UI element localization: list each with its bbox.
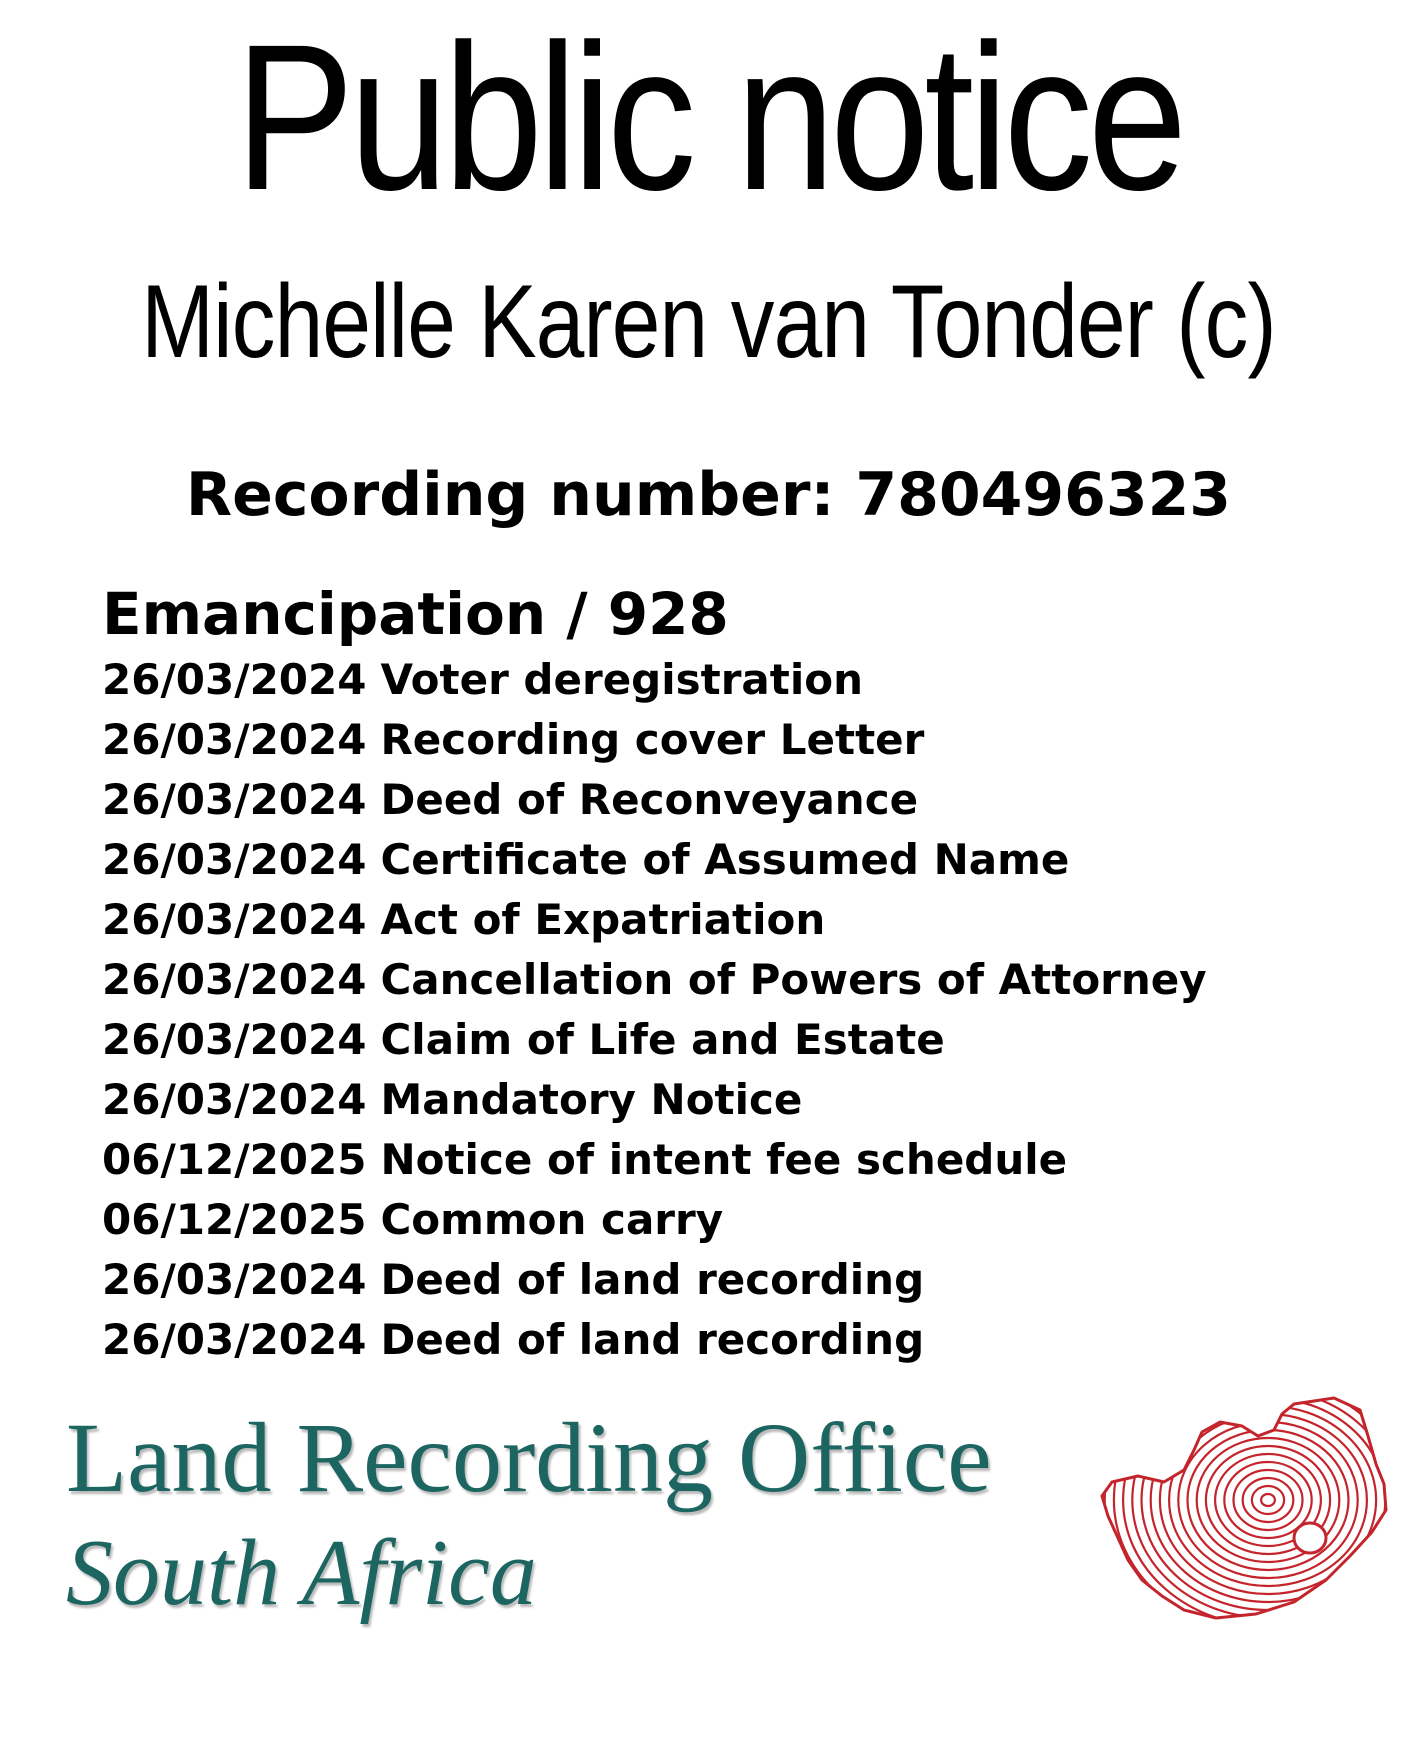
record-date: 26/03/2024 — [102, 835, 367, 884]
record-label: Mandatory Notice — [380, 1075, 803, 1124]
record-date: 26/03/2024 — [102, 715, 367, 764]
record-item — [102, 1010, 1352, 1070]
page-title: Public notice — [234, 2, 1183, 234]
record-label: Voter deregistration — [380, 655, 863, 704]
record-date: 26/03/2024 — [102, 1255, 367, 1304]
record-item — [102, 710, 1352, 770]
office-name — [66, 1398, 1116, 1628]
record-item — [102, 1310, 1352, 1370]
record-date: 06/12/2025 — [102, 1135, 367, 1184]
record-label: Cancellation of Powers of Attorney — [380, 955, 1207, 1004]
record-item — [102, 650, 1352, 710]
record-date: 26/03/2024 — [102, 895, 367, 944]
record-date: 26/03/2024 — [102, 775, 367, 824]
record-label: Notice of intent fee schedule — [380, 1135, 1068, 1184]
recording-number: Recording number: 780496323 — [185, 460, 1232, 530]
record-item — [102, 1250, 1352, 1310]
office-name-line1: Land Recording Office — [66, 1402, 992, 1513]
record-item — [102, 770, 1352, 830]
record-label: Act of Expatriation — [380, 895, 826, 944]
record-date: 26/03/2024 — [102, 655, 367, 704]
record-item — [102, 830, 1352, 890]
record-item — [102, 1130, 1352, 1190]
record-label: Recording cover Letter — [380, 715, 925, 764]
record-label: Certificate of Assumed Name — [380, 835, 1070, 884]
record-item — [102, 890, 1352, 950]
section-heading: Emancipation / 928 — [102, 580, 729, 648]
person-name: Michelle Karen van Tonder (c) — [141, 264, 1276, 380]
record-date: 06/12/2025 — [102, 1195, 367, 1244]
record-item — [102, 950, 1352, 1010]
record-item — [102, 1190, 1352, 1250]
south-africa-fingerprint-map-icon — [1098, 1392, 1388, 1632]
record-date: 26/03/2024 — [102, 1075, 367, 1124]
record-label: Common carry — [380, 1195, 724, 1244]
record-label: Deed of land recording — [380, 1255, 925, 1304]
record-date: 26/03/2024 — [102, 1015, 367, 1064]
record-label: Deed of land recording — [380, 1315, 925, 1364]
record-list — [102, 650, 1352, 1370]
record-label: Claim of Life and Estate — [380, 1015, 945, 1064]
record-item — [102, 1070, 1352, 1130]
records-section — [102, 578, 1352, 1370]
record-date: 26/03/2024 — [102, 955, 367, 1004]
record-date: 26/03/2024 — [102, 1315, 367, 1364]
office-name-line2: South Africa — [66, 1521, 537, 1625]
record-label: Deed of Reconveyance — [380, 775, 919, 824]
